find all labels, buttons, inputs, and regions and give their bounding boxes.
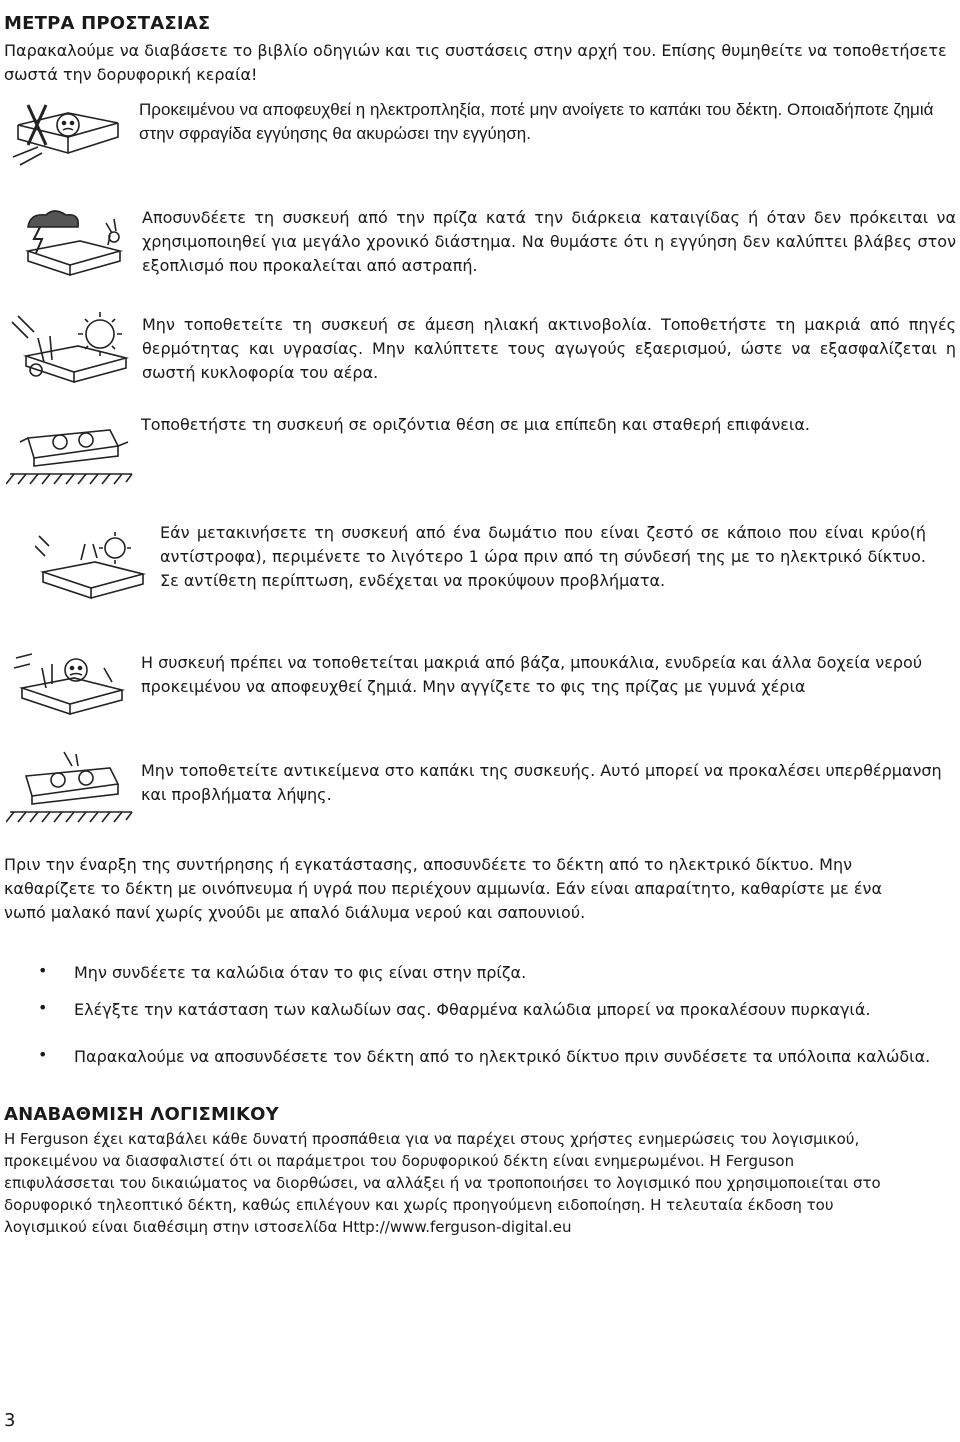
objects-on-cover-icon (6, 748, 136, 823)
section-title-software-upgrade: ΑΝΑΒΑΘΜΙΣΗ ΛΟΓΙΣΜΙΚΟΥ (4, 1104, 279, 1125)
item-text-sun: Μην τοποθετείτε τη συσκευή σε άμεση ηλιακή ακτινοβολία. Τοποθετήστε τη μακριά από πηγές θερμότητας και υγρασίας. Μην καλύπτετε τους αγωγούς εξαερισμού, ώστε να εξασφαλίζεται η σωστή κυκλοφορία του αέρα. (142, 315, 956, 382)
item-text-temperature: Εάν μετακινήσετε τη συσκευή από ένα δωμάτιο που είναι ζεστό σε κάποιο που είναι κρύο(ή αντίστροφα), περιμένετε το λιγότερο 1 ώρα πριν από τη σύνδεσή της με το ηλεκτρικό δίκτυο. Σε αντίθετη περίπτωση, ενδέχεται να προκύψουν προβλήματα. (160, 523, 926, 590)
bullet-marker: • (38, 998, 48, 1017)
item-text-lightning: Αποσυνδέετε τη συσκευή από την πρίζα κατά την διάρκεια καταιγίδας ή όταν δεν πρόκειται να χρησιμοποιηθεί για μεγάλο χρονικό διάστημα. Να θυμάστε ότι η εγγύηση δεν καλύπτει βλάβες στον εξοπλισμό που προκαλείται από αστραπή. (142, 208, 956, 275)
item-text-horizontal: Τοποθετήστε τη συσκευή σε οριζόντια θέση σε μια επίπεδη και σταθερή επιφάνεια. (141, 415, 810, 434)
bullet-text-1: Μην συνδέετε τα καλώδια όταν το φις είναι στην πρίζα. (74, 963, 527, 982)
bullet-text-3: Παρακαλούμε να αποσυνδέσετε τον δέκτη από το ηλεκτρικό δίκτυο πριν συνδέσετε τα υπόλοιπα καλώδια. (74, 1047, 931, 1066)
bullet-text-2: Ελέγξτε την κατάσταση των καλωδίων σας. Φθαρμένα καλώδια μπορεί να προκαλέσουν πυρκαγιά. (74, 1000, 871, 1019)
page-number: 3 (4, 1410, 16, 1431)
sun-heat-icon (8, 308, 133, 388)
intro-paragraph: Παρακαλούμε να διαβάσετε το βιβλίο οδηγιών και τις συστάσεις στην αρχή του. Επίσης θυμηθείτε να τοποθετήσετε σωστά την δορυφορική κεραία! (4, 41, 947, 84)
item-text-objects: Μην τοποθετείτε αντικείμενα στο καπάκι της συσκευής. Αυτό μπορεί να προκαλέσει υπερθέρμανση και προβλήματα λήψης. (141, 761, 942, 804)
section-title-safety: ΜΕΤΡΑ ΠΡΟΣΤΑΣΙΑΣ (4, 13, 211, 34)
horizontal-placement-icon (6, 412, 136, 487)
open-cover-warning-icon (8, 95, 133, 170)
temperature-change-icon (35, 530, 150, 605)
bullet-marker: • (38, 1045, 48, 1064)
item-text-open-cover: Προκειμένου να αποφευχθεί η ηλεκτροπληξία, ποτέ μην ανοίγετε το καπάκι του δέκτη. Οποιαδήποτε ζημιά στην σφραγίδα εγγύησης θα ακυρώσει την εγγύηση. (139, 100, 934, 143)
lightning-storm-icon (20, 205, 135, 280)
bullet-marker: • (38, 961, 48, 980)
software-upgrade-paragraph: Η Ferguson έχει καταβάλει κάθε δυνατή προσπάθεια για να παρέχει στους χρήστες ενημερώσεις του λογισμικού, προκειμένου να διασφαλιστεί ότι οι παράμετροι του δορυφορικού δέκτη είναι ενημερωμένοι. Η Ferguson επιφυλάσσεται του δικαιώματος να διορθώσει, να αλλάξει ή να τροποποιήσει το λογισμικό που χρησιμοποιείται στο δορυφορικό τηλεοπτικό δέκτη, καθώς επιλέγουν και χωρίς προηγούμενη ειδοποίηση. Η τελευταία έκδοση του λογισμικού είναι διαθέσιμη στην ιστοσελίδα Http://www.ferguson-digital.eu (4, 1130, 881, 1236)
item-text-water: Η συσκευή πρέπει να τοποθετείται μακριά από βάζα, μπουκάλια, ενυδρεία και άλλα δοχεία νερού προκειμένου να αποφευχθεί ζημιά. Μην αγγίζετε το φις της πρίζας με γυμνά χέρια (141, 653, 923, 696)
maintenance-paragraph: Πριν την έναρξη της συντήρησης ή εγκατάστασης, αποσυνδέετε το δέκτη από το ηλεκτρικό δίκτυο. Μην καθαρίζετε το δέκτη με οινόπνευμα ή υγρά που περιέχουν αμμωνία. Εάν είναι απαραίτητο, καθαρίστε με ένα νωπό μαλακό πανί χωρίς χνούδι με απαλό διάλυμα νερού και σαπουνιού. (4, 855, 883, 922)
water-vase-icon (12, 648, 132, 728)
